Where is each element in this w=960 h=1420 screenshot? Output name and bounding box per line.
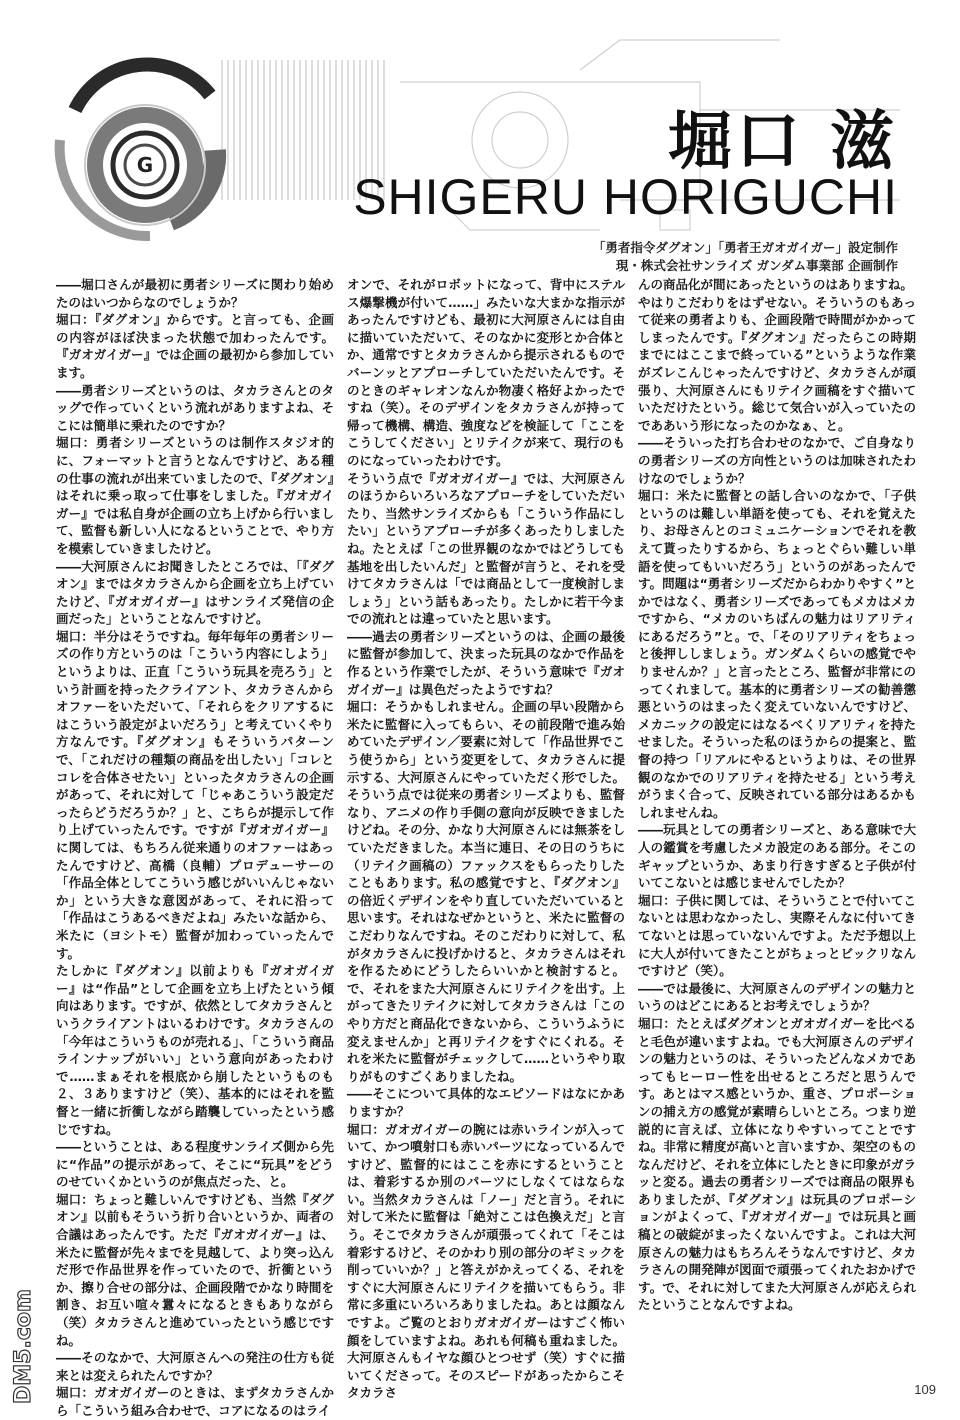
paragraph: ――堀口さんが最初に勇者シリーズに関わり始めたのはいつからなのでしょうか？ <box>56 277 334 310</box>
interviewee-name-japanese: 堀口 滋 <box>667 105 898 179</box>
interviewee-name-english: SHIGERU HORIGUCHI <box>353 169 898 225</box>
paragraph: んの商品化が間にあったというのはありますね。 <box>638 277 913 292</box>
paragraph: 堀口：子供に関しては、そういうことで付いてこないとは思わなかったし、実際そんなに付いてきてないとは思っていないんですよ。ただ予想以上に大人が付いてきたことがちょっとビックリなんですけど（笑）。 <box>638 892 916 979</box>
paragraph: ――そのなかで、大河原さんへの発注の仕方も従来とは変えられたんですか？ <box>56 1350 334 1383</box>
paragraph: ――ということは、ある程度サンライズ側から先に“作品”の提示があって、そこに“玩具”をどうのせていくかというのが焦点だった、と。 <box>56 1139 334 1190</box>
paragraph: ――過去の勇者シリーズというのは、企画の最後に監督が参加して、決まった玩具のなかで作品を作るという作業でしたが、そういう意味で『ガオガイガー』は異色だったようですね？ <box>347 628 625 697</box>
paragraph: ――大河原さんにお聞きしたところでは、「『ダグオン』まではタカラさんから企画を立ち上げていたけど、『ガオガイガー』はサンライズ発信の企画だった」ということなんですけど。 <box>56 558 334 627</box>
paragraph: 堀口：そうかもしれません。企画の早い段階から米たに監督に入ってもらい、その前段階で進み始めていたデザイン／要素に対して「作品世界でこう使うから」という変更をして、タカラさんに提示する、大河原さんにやっていただく形でした。そういう点では従来の勇者シリーズよりも、監督なり、アニメの作り手側の意向が反映できましたけどね。その分、かなり大河原さんには無茶をしていただきました。本当に連日、その日のうちに（リテイク画稿の）ファックスをもらったりしたこともあります。私の感覚ですと、『ダグオン』の倍近くデザインをやり直していただいていると思います。それはなぜかというと、米たに監督のこだわりなんですね。そのこだわりに対して、私がタカラさんに投げかけると、タカラさんはそれを作るためにどうしたらいいかと検討すると。で、それをまた大河原さんにリテイクを出す。上がってきたリテイクに対してタカラさんは「このやり方だと商品化できないから、こういうふうに変えませんか」と再リテイクをすぐにくれる。それを米たに監督がチェックして……というやり取りがものすごくありましたね。 <box>347 699 625 1084</box>
article-header <box>0 0 960 280</box>
paragraph: ――そういった打ち合わせのなかで、ご自身なりの勇者シリーズの方向性というのは加味されたわけなのでしょうか？ <box>638 435 916 486</box>
paragraph: 堀口：勇者シリーズというのは制作スタジオ的に、フォーマットと言うとなんですけど、ある種の仕事の流れが出来ていましたので、『ダグオン』はそれに乗っ取って仕事をしました。『ガオガイガー』では私自身が企画の立ち上げから行いまして、監督も新しい人になるということで、やり方を模索していきましたけど。 <box>56 435 334 556</box>
site-watermark <box>8 1290 48 1408</box>
paragraph: 堀口：『ダグオン』からです。と言っても、企画の内容がほぼ決まった状態で加わったんです。『ガオガイガー』では企画の最初から参加しています。 <box>56 312 334 380</box>
text-column-1 <box>56 276 334 1418</box>
paragraph: 堀口：米たに監督との話し合いのなかで、「子供というのは難しい単語を使っても、それを覚えたり、お母さんとのコミュニケーションでそれを教えて貰ったりするから、ちょっとぐらい難しい単語を使ってもいいだろう」というのがあったんです。問題は“勇者シリーズだからわかりやすく”とかではなく、勇者シリーズであってもメカはメカですから、“メカのいちばんの魅力はリアリティにあるだろう”と。で、「そのリアリティをちょっと後押ししましょう。ガンダムくらいの感覚でやりませんか？」と言ったところ、監督が非常にのってくれまして。基本的に勇者シリーズの勧善懲悪というのはまったく変えていないんですけど、メカニックの設定にはなるべくリアリティを持たせました。そういった私のほうからの提案と、監督の持つ「リアルにやるというよりは、その世界観のなかでのリアリティを持たせる」という考えがうまく合って、反映されている部分はあるかもしれませんね。 <box>638 488 916 820</box>
paragraph: ――玩具としての勇者シリーズと、ある意味で大人の鑑賞を考慮したメカ設定のある部分。そこのギャップというか、あまり行きすぎると子供が付いてこないとは感じませんでしたか？ <box>638 822 916 891</box>
paragraph: ――そこについて具体的なエピソードはなにかありますか？ <box>347 1086 625 1119</box>
paragraph: そういう点で『ガオガイガー』では、大河原さんのほうからいろいろなアプローチをしていただいたり、当然サンライズからも「こういう作品にしたい」というアプローチが多くあったりしましたね。たとえば「この世界観のなかではどうしても基地を出したいんだ」と監督が言うと、それを受けてタカラさんは「では商品として一度検討しましょう」という話もあったり。たしかに若干今までの流れとは違っていたと思います。 <box>347 470 625 627</box>
paragraph: オンで、それがロボットになって、背中にステルス爆撃機が付いて……」みたいな大まかな指示があったんですけども、最初に大河原さんには自由に描いていただいて、そのなかに変形とか合体とか、通常ですとタカラさんから提示されるものでバーンッとアプローチしていただいたんです。そのときのギャレオンなんか物凄く格好よかったですね（笑）。そのデザインをタカラさんが持って帰って機構、構造、強度などを検証して「ここをこうしてください」とリテイクが来て、現行のものになっていったわけです。 <box>347 277 625 468</box>
paragraph: 堀口：たとえばダグオンとガオガイガーを比べると毛色が違いますよね。でも大河原さんのデザインの魅力というのは、そういったどんなメカであってもヒーロー性を出せるところだと思うんです。あとはマス感というか、重さ、プロポーションの捕え方の感覚が素晴らしいところ。つまり逆説的に言えば、立体になりやすいってことですね。非常に精度が高いと言いますか、架空のものなんだけど、それを立体にしたときに印象がガラッと変る。過去の勇者シリーズでは商品の限界もありましたが、『ダグオン』は玩具のプロポーションがよくって、『ガオガイガー』では玩具と画稿との破綻がまったくないんですよ。これは大河原さんの魅力はもちろんそうなんですけど、タカラさんの開発陣が図面で頑張ってくれたおかげです。で、それに対してまた大河原さんが応えられたということなんですよね。 <box>638 1015 916 1313</box>
text-column-2 <box>347 276 625 1401</box>
page-number: 109 <box>914 1382 936 1397</box>
paragraph: たしかに『ダグオン』以前よりも『ガオガイガー』は“作品”として企画を立ち上げたという傾向はあります。ですが、依然としてタカラさんというクライアントはいるわけです。タカラさんの「今年はこういうものが売れる」、「こういう商品ラインナップがいい」という意向があったわけで……まぁそれを根底から崩したというものも２、３ありますけど（笑）、基本的にはそれを監督と一緒に折衝しながら踏襲していったという感じですね。 <box>56 963 334 1137</box>
paragraph: 堀口：ガオガイガーのときは、まずタカラさんから「こういう組み合わせで、コアになるのはライ <box>56 1385 334 1418</box>
paragraph: ――勇者シリーズというのは、タカラさんとのタッグで作っていくという流れがありますよね、そこには簡単に乗れたのですか？ <box>56 382 334 433</box>
interview-body <box>56 276 916 1418</box>
credit-line-current-position: 現・株式会社サンライズ ガンダム事業部 企画制作 <box>615 258 898 273</box>
text-column-3 <box>638 276 916 1376</box>
credit-line-works: 「勇者指令ダグオン」「勇者王ガオガイガー」設定制作 <box>592 240 898 255</box>
paragraph: 堀口：ちょっと難しいんですけども、当然『ダグオン』以前もそういう折り合いというか、両者の合議はあったんです。ただ『ガオガイガー』は、米たに監督が先々までを見越して、より突っ込んだ形で作品世界を作っていたので、折衝というか、擦り合せの部分は、企画段階でかなり時間を割き、お互い喧々囂々になるときもありながら（笑）タカラさんと進めていったという感じですね。 <box>56 1191 334 1348</box>
paragraph: 堀口：ガオガイガーの腕には赤いラインが入っていて、かつ噴射口も赤いパーツになっているんですけど、監督的にはここを赤にするということは、着彩するか別のパーツにしなくてはならない。当然タカラさんは「ノー」だと言う。それに対して米たに監督は「絶対ここは色換えだ」と言う。そこでタカラさんが頑張ってくれて「そこは着彩するけど、そのかわり別の部分のギミックを削っていいか？」と答えがかえってくる、それをすぐに大河原さんにリテイクを描いてもらう。非常に多重にいろいろありましたね。あとは顔なんですよ。ご覧のとおりガオガイガーはすごく怖い顔をしていますよね。あれも何稿も重ねました。大河原さんもイヤな顔ひとつせず（笑）すぐに描いてくださって。そのスピードがあったからこそタカラさ <box>347 1121 625 1401</box>
paragraph: やはりこだわりをはずせない。そういうのもあって従来の勇者よりも、企画段階で時間がかかってしまったんです。『ダグオン』だったらこの時期までにはここまで終っている”というような作業がズレこんじゃったんですけど、タカラさんが頑張り、大河原さんにもリテイク画稿をすぐ描いていただけたという。総じて気合いが入っていたのでああいう形になったのかなぁ、と。 <box>638 294 916 433</box>
svg-text:DM5.com: DM5.com <box>11 1289 36 1404</box>
sunrise-g-ring-icon <box>60 65 216 237</box>
paragraph: 堀口：半分はそうですね。毎年毎年の勇者シリーズの作り方というのは「こういう内容にしよう」というよりは、正直「こういう玩具を売ろう」という計画を持ったクライアント、タカラさんからオファーをいただいて、「それらをクリアするにはこういう設定がよいだろう」と考えていくやり方なんです。『ダグオン』もそういうパターンで、「これだけの種類の商品を出したい」「コレとコレを合体させたい」といったタカラさんの企画があって、それに対して「じゃあこういう設定だったらどうだろうか？」と、こちらが提示して作り上げていったんです。ですが『ガオガイガー』に関しては、もちろん従来通りのオファーはあったんですけど、高橋（良輔）プロデューサーの「作品全体としてこういう感じがいいんじゃないか」という大きな意図があって、それに沿って「作品はこうあるべきだよね」みたいな話から、米たに（ヨシトモ）監督が加わっていったんです。 <box>56 628 334 961</box>
paragraph: ――では最後に、大河原さんのデザインの魅力というのはどこにあるとお考えでしょうか？ <box>638 980 916 1014</box>
svg-text:G: G <box>136 153 154 177</box>
